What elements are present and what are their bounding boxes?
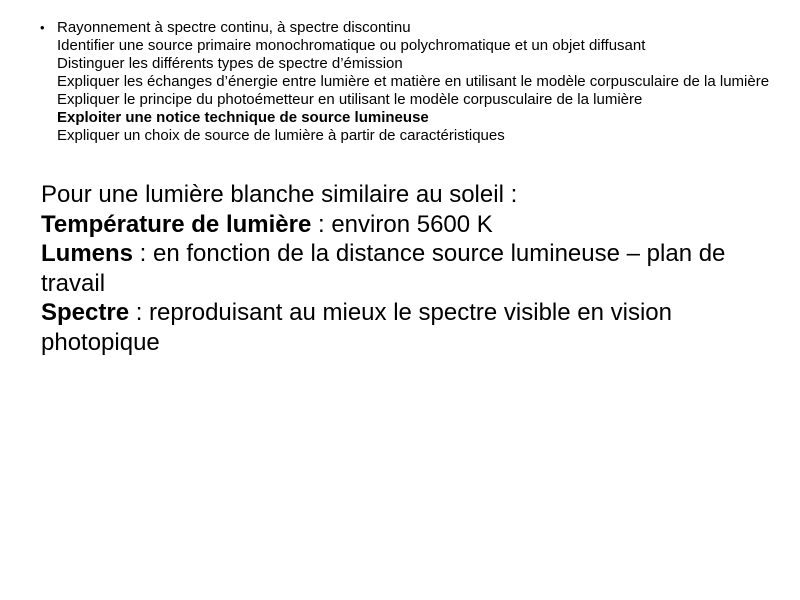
objective-text: Identifier une source primaire monochromatique ou polychromatique et un objet diffusant xyxy=(57,37,646,54)
objective-item xyxy=(40,73,780,91)
objective-item-highlighted xyxy=(40,109,780,127)
objective-item xyxy=(40,127,780,145)
criterion-value: : reproduisant au mieux le spectre visible en vision photopique xyxy=(41,299,672,356)
objective-item xyxy=(40,19,780,37)
objective-text: Expliquer les échanges d’énergie entre lumière et matière en utilisant le modèle corpusculaire de la lumière xyxy=(57,73,770,90)
light-criteria xyxy=(41,180,771,357)
bullet-icon: • xyxy=(40,20,45,35)
criterion-label: Spectre xyxy=(41,299,130,326)
criterion-lumens xyxy=(41,239,771,298)
criterion-label: Température de lumière xyxy=(41,210,312,238)
objective-text: Distinguer les différents types de spectre d’émission xyxy=(57,55,403,72)
criterion-temperature xyxy=(41,210,771,240)
objective-text: Rayonnement à spectre continu, à spectre discontinu xyxy=(57,19,411,36)
criteria-intro: Pour une lumière blanche similaire au soleil : xyxy=(41,181,518,208)
criterion-value: : environ 5600 K xyxy=(311,210,493,238)
criterion-spectre xyxy=(41,298,771,357)
objective-text: Exploiter une notice technique de source lumineuse xyxy=(57,109,429,126)
objective-item xyxy=(40,37,780,55)
criterion-value: : en fonction de la distance source lumineuse – plan de travail xyxy=(41,240,726,297)
objectives-list xyxy=(40,19,780,145)
objective-item xyxy=(40,91,780,109)
objective-text: Expliquer le principe du photoémetteur en utilisant le modèle corpusculaire de la lumière xyxy=(57,91,643,108)
criterion-label: Lumens xyxy=(41,240,134,267)
objective-item xyxy=(40,55,780,73)
objective-text: Expliquer un choix de source de lumière à partir de caractéristiques xyxy=(57,127,505,144)
